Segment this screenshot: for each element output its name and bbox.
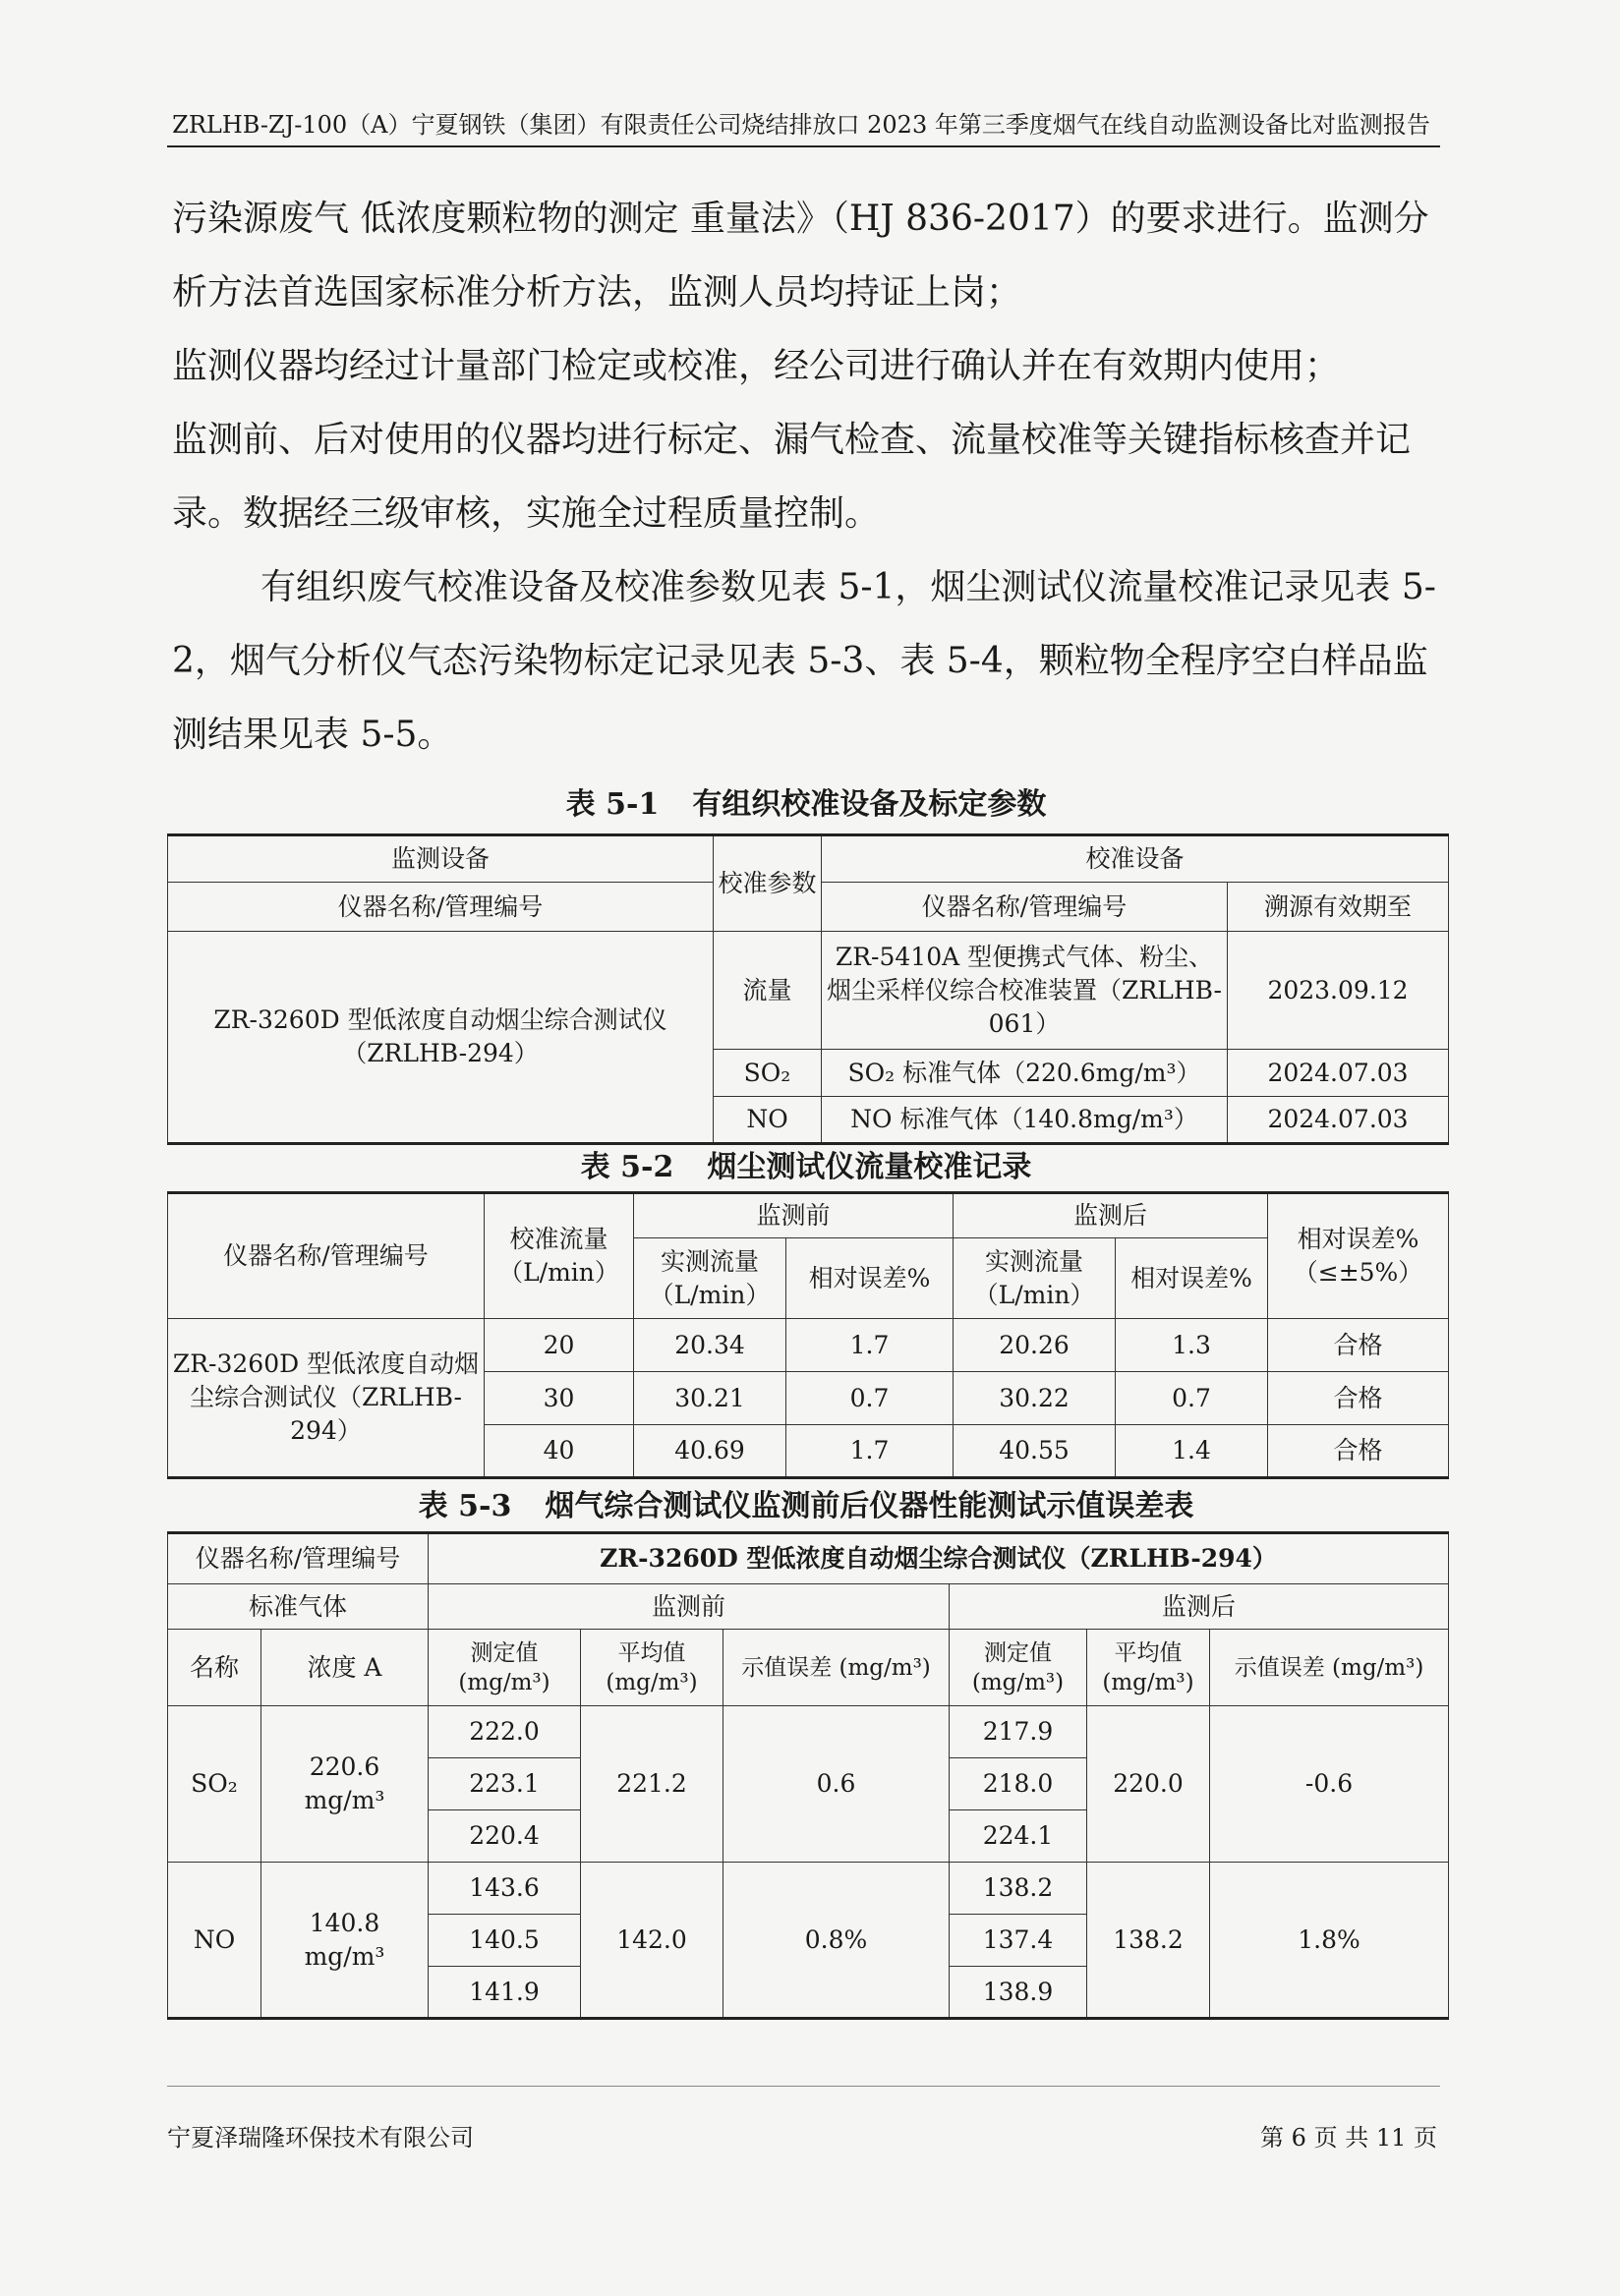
t3-no-before-3: 141.9: [429, 1967, 581, 2019]
t1-h-monitor-device: 监测设备: [168, 835, 714, 883]
paragraph-1: 污染源废气 低浓度颗粒物的测定 重量法》（HJ 836-2017）的要求进行。监测分析方法首选国家标准分析方法，监测人员均持证上岗；: [172, 199, 1429, 313]
t3-so2-before-3: 220.4: [429, 1810, 581, 1863]
footer-company: 宁夏泽瑞隆环保技术有限公司: [167, 2124, 474, 2152]
t2-result: 合格: [1268, 1319, 1449, 1372]
t3-no-conc: 140.8 mg/m³: [261, 1863, 429, 2019]
paragraph-4: 有组织废气校准设备及校准参数见表 5-1，烟尘测试仪流量校准记录见表 5-2，烟气分析仪气态污染物标定记录见表 5-3、表 5-4，颗粒物全程序空白样品监测结果见表 5-5。: [172, 567, 1436, 755]
t2-h-after: 监测后: [954, 1193, 1268, 1238]
t3-no-before-1: 143.6: [429, 1863, 581, 1915]
t3-h-name-id: 仪器名称/管理编号: [168, 1533, 429, 1584]
t1-param: NO: [714, 1097, 822, 1144]
t2-after-err: 1.3: [1116, 1319, 1268, 1372]
t3-h-std-gas: 标准气体: [168, 1584, 429, 1630]
table1-caption: 有组织校准设备及标定参数: [692, 787, 1047, 822]
t1-h-calib-device: 校准设备: [822, 835, 1449, 883]
t1-param: SO₂: [714, 1050, 822, 1097]
t2-after-flow: 40.55: [954, 1425, 1116, 1478]
table-row: [168, 1319, 1449, 1372]
t2-after-err: 0.7: [1116, 1372, 1268, 1425]
t2-before-flow: 40.69: [634, 1425, 786, 1478]
t3-no-before-avg: 142.0: [581, 1863, 723, 2019]
table2-caption: 烟尘测试仪流量校准记录: [707, 1150, 1032, 1184]
t2-before-err: 1.7: [786, 1425, 954, 1478]
t3-so2-before-1: 222.0: [429, 1706, 581, 1758]
t3-no-name: NO: [168, 1863, 261, 2019]
t2-after-flow: 20.26: [954, 1319, 1116, 1372]
t3-so2-after-err: -0.6: [1210, 1706, 1449, 1863]
table1-number: 表 5-1: [565, 787, 660, 822]
table-row: [168, 1706, 1449, 1758]
table3-title: [167, 1486, 1445, 1527]
t3-so2-conc: 220.6 mg/m³: [261, 1706, 429, 1863]
t3-so2-after-3: 224.1: [950, 1810, 1087, 1863]
t2-h-rel-err-before: 相对误差%: [786, 1238, 954, 1319]
t3-so2-before-avg: 221.2: [581, 1706, 723, 1863]
t3-h-after: 监测后: [950, 1584, 1449, 1630]
paragraph-2: 监测仪器均经过计量部门检定或校准，经公司进行确认并在有效期内使用；: [172, 346, 1341, 386]
t2-flow: 20: [485, 1319, 634, 1372]
footer-page-number: 第 6 页 共 11 页: [1260, 2124, 1437, 2152]
t1-h-valid: 溯源有效期至: [1228, 883, 1449, 932]
t2-before-err: 1.7: [786, 1319, 954, 1372]
t2-h-measured-before: 实测流量（L/min）: [634, 1238, 786, 1319]
paragraph-3: 监测前、后对使用的仪器均进行标定、漏气检查、流量校准等关键指标核查并记录。数据经三级审核，实施全过程质量控制。: [172, 420, 1412, 534]
t3-no-after-1: 138.2: [950, 1863, 1087, 1915]
t2-h-rel-err-after: 相对误差%: [1116, 1238, 1268, 1319]
t2-before-err: 0.7: [786, 1372, 954, 1425]
table-5-1: [167, 833, 1449, 1145]
t1-calib: SO₂ 标准气体（220.6mg/m³）: [822, 1050, 1228, 1097]
t3-h-err-after: 示值误差 (mg/m³): [1210, 1630, 1449, 1706]
t3-so2-name: SO₂: [168, 1706, 261, 1863]
t1-h-param: 校准参数: [714, 835, 822, 932]
table2-title: [167, 1147, 1445, 1188]
t2-flow: 40: [485, 1425, 634, 1478]
header-rule: [167, 145, 1440, 147]
t1-calib: ZR-5410A 型便携式气体、粉尘、烟尘采样仪综合校准装置（ZRLHB-061）: [822, 932, 1228, 1050]
t2-after-err: 1.4: [1116, 1425, 1268, 1478]
t2-flow: 30: [485, 1372, 634, 1425]
t2-h-name-id: 仪器名称/管理编号: [168, 1193, 485, 1319]
t3-no-before-err: 0.8%: [723, 1863, 950, 2019]
table-5-3: [167, 1531, 1449, 2020]
t2-h-rel-err-limit: 相对误差%（≤±5%）: [1268, 1193, 1449, 1319]
footer-rule: [167, 2086, 1440, 2087]
t1-valid: 2024.07.03: [1228, 1097, 1449, 1144]
t1-calib: NO 标准气体（140.8mg/m³）: [822, 1097, 1228, 1144]
t2-h-flow: 校准流量（L/min）: [485, 1193, 634, 1319]
t2-h-before: 监测前: [634, 1193, 954, 1238]
t3-h-conc: 浓度 A: [261, 1630, 429, 1706]
t1-h-name-id: 仪器名称/管理编号: [168, 883, 714, 932]
t1-param: 流量: [714, 932, 822, 1050]
t1-valid: 2024.07.03: [1228, 1050, 1449, 1097]
body-text: [172, 182, 1440, 772]
t3-so2-before-err: 0.6: [723, 1706, 950, 1863]
table-5-2: [167, 1191, 1449, 1479]
t2-h-measured-after: 实测流量（L/min）: [954, 1238, 1116, 1319]
t3-h-avg-after: 平均值(mg/m³): [1087, 1630, 1210, 1706]
t2-before-flow: 20.34: [634, 1319, 786, 1372]
t1-valid: 2023.09.12: [1228, 932, 1449, 1050]
t3-so2-after-avg: 220.0: [1087, 1706, 1210, 1863]
t3-no-after-3: 138.9: [950, 1967, 1087, 2019]
t3-h-before: 监测前: [429, 1584, 950, 1630]
t3-h-avg-before: 平均值(mg/m³): [581, 1630, 723, 1706]
t2-before-flow: 30.21: [634, 1372, 786, 1425]
t3-h-measured-after: 测定值(mg/m³): [950, 1630, 1087, 1706]
t3-h-name: 名称: [168, 1630, 261, 1706]
t3-device: ZR-3260D 型低浓度自动烟尘综合测试仪（ZRLHB-294）: [429, 1533, 1449, 1584]
t1-device: ZR-3260D 型低浓度自动烟尘综合测试仪（ZRLHB-294）: [168, 932, 714, 1144]
table3-number: 表 5-3: [418, 1489, 512, 1523]
t3-so2-after-2: 218.0: [950, 1758, 1087, 1810]
t3-no-before-2: 140.5: [429, 1915, 581, 1967]
t2-result: 合格: [1268, 1425, 1449, 1478]
table3-caption: 烟气综合测试仪监测前后仪器性能测试示值误差表: [545, 1489, 1194, 1523]
t2-after-flow: 30.22: [954, 1372, 1116, 1425]
t1-h-name-id-2: 仪器名称/管理编号: [822, 883, 1228, 932]
table2-number: 表 5-2: [580, 1150, 674, 1184]
table-row: [168, 1863, 1449, 1915]
t3-so2-after-1: 217.9: [950, 1706, 1087, 1758]
t3-no-after-err: 1.8%: [1210, 1863, 1449, 2019]
t2-device: ZR-3260D 型低浓度自动烟尘综合测试仪（ZRLHB-294）: [168, 1319, 485, 1478]
table-row: [168, 932, 1449, 1050]
t2-result: 合格: [1268, 1372, 1449, 1425]
t3-no-after-2: 137.4: [950, 1915, 1087, 1967]
table1-title: [167, 784, 1445, 826]
report-header: ZRLHB-ZJ-100（A）宁夏钢铁（集团）有限责任公司烧结排放口 2023 年第三季度烟气在线自动监测设备比对监测报告: [172, 111, 1430, 139]
t3-no-after-avg: 138.2: [1087, 1863, 1210, 2019]
t3-h-measured-before: 测定值(mg/m³): [429, 1630, 581, 1706]
t3-h-err-before: 示值误差 (mg/m³): [723, 1630, 950, 1706]
t3-so2-before-2: 223.1: [429, 1758, 581, 1810]
